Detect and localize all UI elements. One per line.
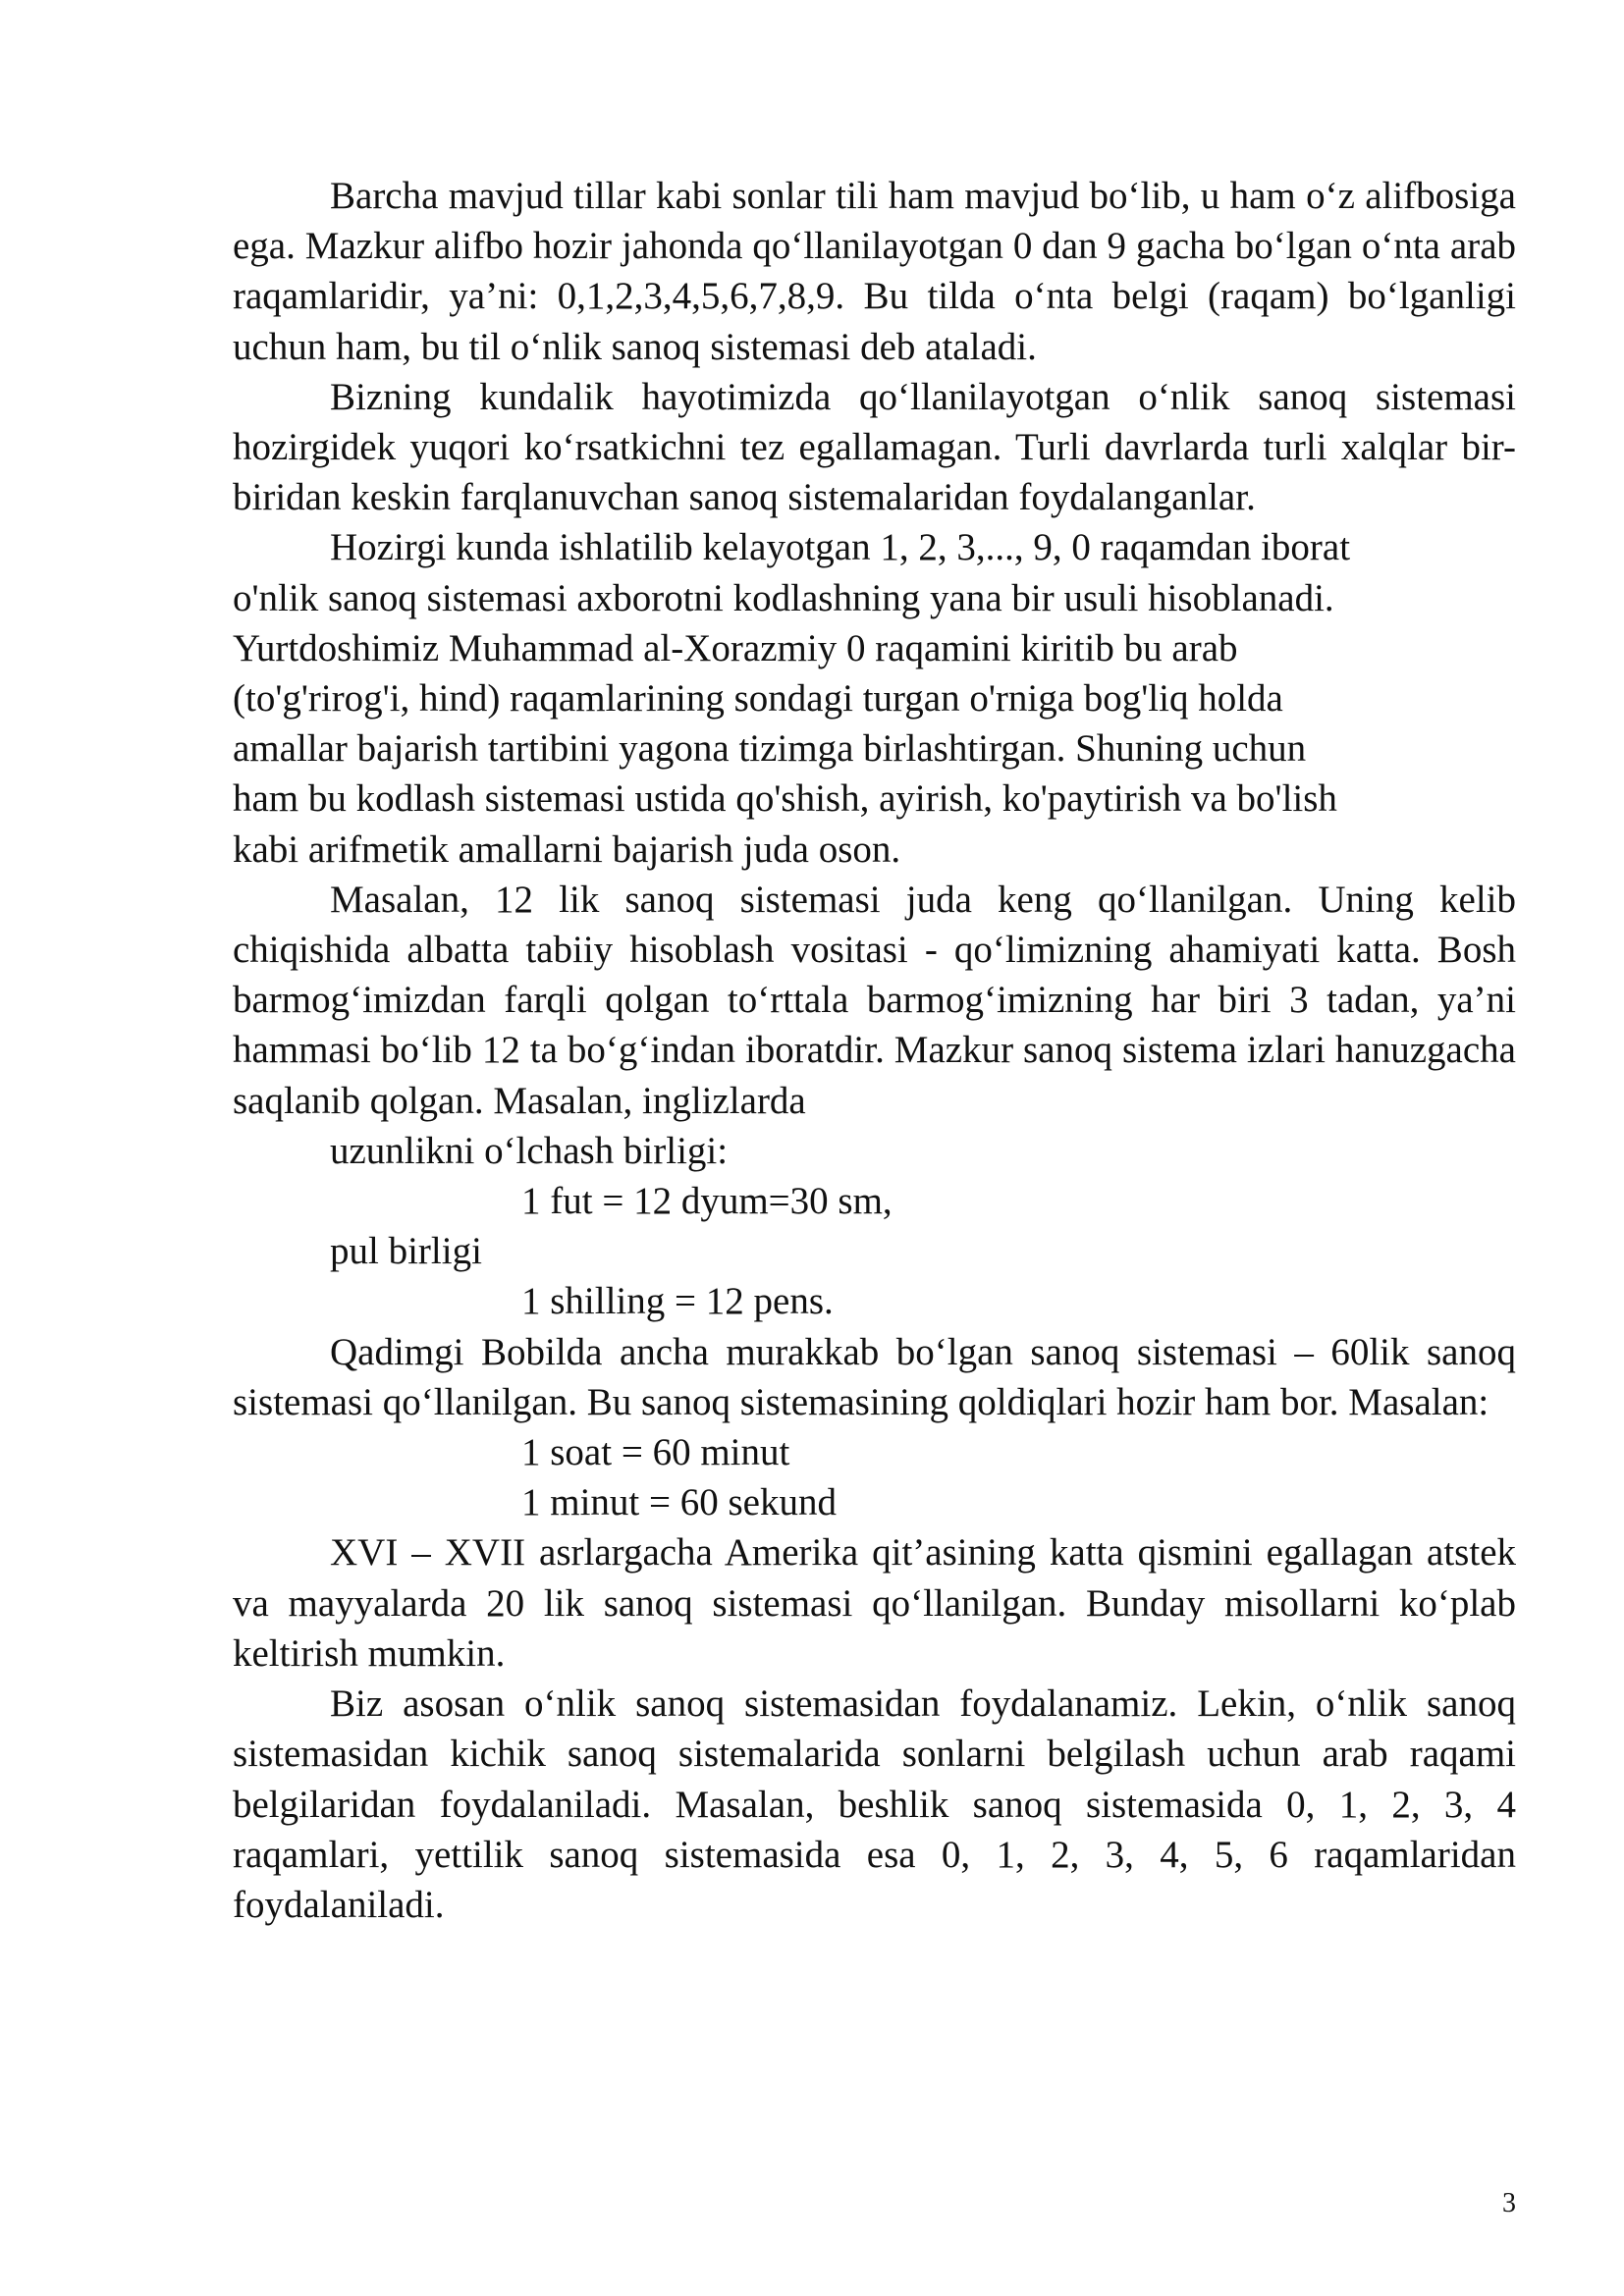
money-unit-formula: 1 shilling = 12 pens. bbox=[521, 1280, 834, 1323]
length-unit-formula: 1 fut = 12 dyum=30 sm, bbox=[521, 1180, 893, 1223]
paragraph-al-khwarizmi: Hozirgi kunda ishlatilib kelayotgan 1, 2, 3,..., 9, 0 raqamdan iborat o'nlik sanoq sistemasi axborotni kodlashning yana bir usuli hisoblanadi. Yurtdoshimiz Muhammad al-Xorazmiy 0 raqamini kiritib bu arab (to'g'rirog'i, hind) raqamlarining sondagi turgan o'rniga bog'liq holda amallar bajarish tartibini yagona tizimga birlashtirgan. Shuning uchun ham bu kodlash sistemasi ustida qo'shish, ayirish, ko'paytirish va bo'lish kabi arifmetik amallarni bajarish juda oson. bbox=[233, 526, 1351, 871]
paragraph-small-bases: Biz asosan o‘nlik sanoq sistemasidan foydalanamiz. Lekin, o‘nlik sanoq sistemasidan kichik sanoq sistemalarida sonlarni belgilash uchun arab raqami belgilaridan foydalaniladi. Masalan, beshlik sanoq sistemasida 0, 1, 2, 3, 4 raqamlari, yettilik sanoq sistemasida esa 0, 1, 2, 3, 4, 5, 6 raqamlaridan foydalaniladi. bbox=[233, 1682, 1516, 1926]
length-unit-label: uzunlikni o‘lchash birligi: bbox=[330, 1129, 729, 1172]
page-number: 3 bbox=[1502, 2188, 1516, 2218]
paragraph-base-20: XVI – XVII asrlargacha Amerika qit’asining katta qismini egallagan atstek va mayyalarda 20 lik sanoq sistemasi qo‘llanilgan. Bunday misollarni ko‘plab keltirish mumkin. bbox=[233, 1531, 1516, 1675]
money-unit-label: pul birligi bbox=[330, 1230, 482, 1273]
paragraph-base-60: Qadimgi Bobilda ancha murakkab bo‘lgan sanoq sistemasi – 60lik sanoq sistemasi qo‘llanilgan. Bu sanoq sistemasining qoldiqlari hozir ham bor. Masalan: bbox=[233, 1330, 1516, 1423]
paragraph-alphabet: Barcha mavjud tillar kabi sonlar tili ham mavjud bo‘lib, u ham o‘z alifbosiga ega. Mazkur alifbo hozir jahonda qo‘llanilayotgan 0 dan 9 gacha bo‘lgan o‘nta arab raqamlaridir, ya’ni: 0,1,2,3,4,5,6,7,8,9. Bu tilda o‘nta belgi (raqam) bo‘lganligi uchun ham, bu til o‘nlik sanoq sistemasi deb ataladi. bbox=[233, 175, 1516, 368]
time-formula-minute: 1 minut = 60 sekund bbox=[521, 1481, 837, 1524]
document-page bbox=[233, 171, 1516, 1930]
time-formula-hour: 1 soat = 60 minut bbox=[521, 1431, 790, 1474]
paragraph-decimal-history: Bizning kundalik hayotimizda qo‘llanilayotgan o‘nlik sanoq sistemasi hozirgidek yuqori ko‘rsatkichni tez egallamagan. Turli davrlarda turli xalqlar bir-biridan keskin farqlanuvchan sanoq sistemalaridan foydalanganlar. bbox=[233, 375, 1516, 519]
paragraph-base-12: Masalan, 12 lik sanoq sistemasi juda keng qo‘llanilgan. Uning kelib chiqishida albatta tabiiy hisoblash vositasi - qo‘limizning ahamiyati katta. Bosh barmog‘imizdan farqli qolgan to‘rttala barmog‘imizning har biri 3 tadan, ya’ni hammasi bo‘lib 12 ta bo‘g‘indan iboratdir. Mazkur sanoq sistema izlari hanuzgacha saqlanib qolgan. Masalan, inglizlarda bbox=[233, 878, 1516, 1122]
